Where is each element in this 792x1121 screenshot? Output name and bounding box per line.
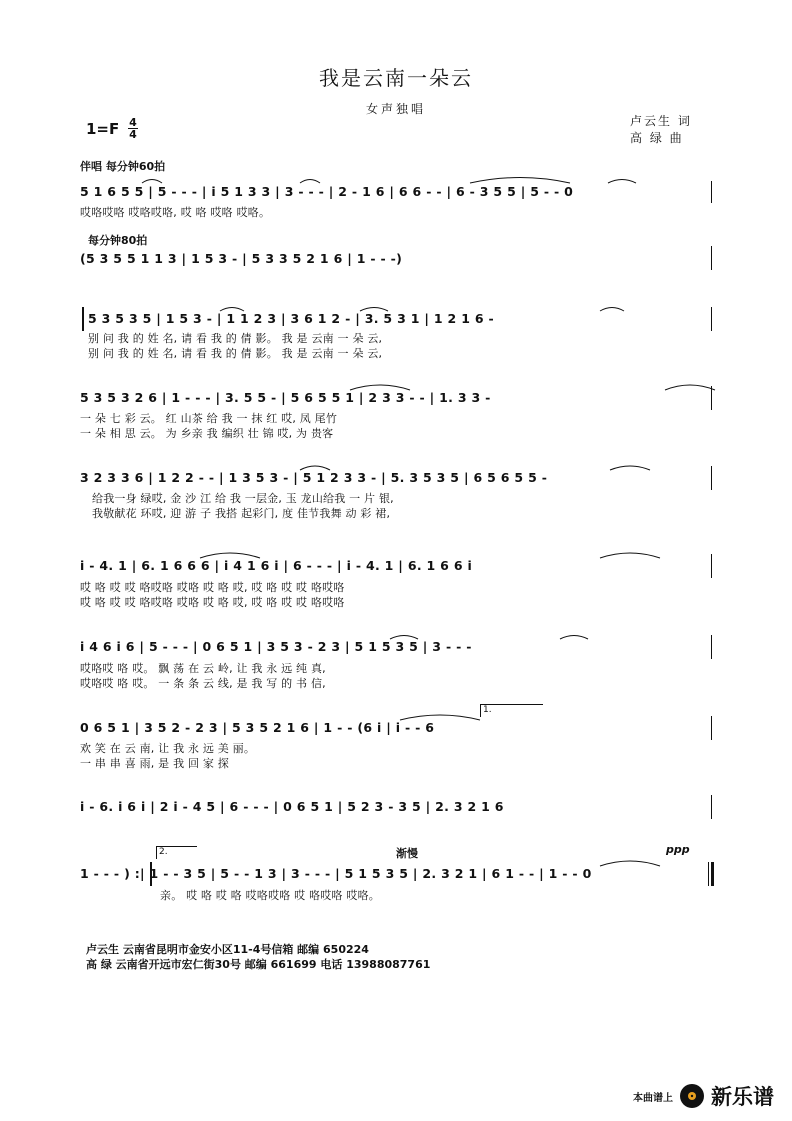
lyrics-line-5a: 给我一身 绿哎, 金 沙 江 给 我 一层金, 玉 龙山给我 一 片 银, — [92, 492, 394, 505]
notation-line-2: (5 3 5 5 1 1 3 | 1 5 3 - | 5 3 3 5 2 1 6 | 1 - - -) — [80, 251, 403, 266]
notation-line-3: 5 3 5 3 5 | 1 5 3 - | 1 1 2 3 | 3 6 1 2 - | 3. 5 3 1 | 1 2 1 6 - — [88, 311, 494, 326]
song-subtitle: 女声独唱 — [365, 102, 426, 116]
notation-line-9: i - 6. i 6 i | 2 i - 4 5 | 6 - - - | 0 6 5 1 | 5 2 3 - 3 5 | 2. 3 2 1 6 — [80, 799, 504, 814]
notation-line-8: 0 6 5 1 | 3 5 2 - 2 3 | 5 3 5 2 1 6 | 1 - - (6 i | i - - 6 — [80, 720, 435, 735]
lyrics-line-7b: 哎咯哎 咯 哎。 一 条 条 云 线, 是 我 写 的 书 信, — [80, 677, 326, 690]
ritardando-marking: 渐慢 — [396, 847, 418, 860]
lyrics-line-5b: 我敬献花 环哎, 迎 游 子 我搭 起彩门, 度 佳节我舞 动 彩 裙, — [92, 507, 391, 520]
key-signature: 1=F — [86, 120, 120, 138]
meter-top: 4 — [129, 116, 137, 129]
lyrics-line-8b: 一 串 串 喜 雨, 是 我 回 家 探 — [80, 757, 229, 770]
notation-line-6: i - 4. 1 | 6. 1 6 6 6 | i 4 1 6 i | 6 - - - | i - 4. 1 | 6. 1 6 6 i — [80, 558, 473, 573]
volta-1-label: 1. — [483, 705, 492, 715]
lyrics-line-3b: 别 问 我 的 姓 名, 请 看 我 的 倩 影。 我 是 云南 一 朵 云, — [88, 347, 383, 360]
brand-caption: 本曲谱上 — [633, 1092, 673, 1104]
notation-line-1: 5 1 6 5 5 | 5 - - - | i 5 1 3 3 | 3 - - - | 2 - 1 6 | 6 6 - - | 6 - 3 5 5 | 5 - - 0 — [80, 184, 574, 199]
notation-line-10: 1 - - - ) :| 1 - - 3 5 | 5 - - 1 3 | 3 - - - | 5 1 5 3 5 | 2. 3 2 1 | 6 1 - - | 1 - - 0 — [80, 866, 592, 881]
lyricist: 卢云生 词 — [630, 114, 692, 128]
footer-address-lyricist: 卢云生 云南省昆明市金安小区11-4号信箱 邮编 650224 — [86, 943, 369, 956]
lyrics-line-8a: 欢 笑 在 云 南, 让 我 永 远 美 丽。 — [80, 742, 256, 755]
composer: 高 绿 曲 — [630, 131, 684, 145]
notation-line-7: i 4 6 i 6 | 5 - - - | 0 6 5 1 | 3 5 3 - 2 3 | 5 1 5 3 5 | 3 - - - — [80, 639, 472, 654]
lyrics-line-6b: 哎 咯 哎 哎 咯哎咯 哎咯 哎 咯 哎, 哎 咯 哎 哎 咯哎咯 — [80, 596, 345, 609]
dynamic-ppp: ppp — [666, 843, 690, 856]
lyrics-line-10: 亲。 哎 咯 哎 咯 哎咯哎咯 哎 咯哎咯 哎咯。 — [160, 889, 380, 902]
lyrics-line-6a: 哎 咯 哎 哎 咯哎咯 哎咯 哎 咯 哎, 哎 咯 哎 哎 咯哎咯 — [80, 581, 345, 594]
tempo-marking-80: 每分钟80拍 — [88, 234, 148, 247]
lyrics-line-4b: 一 朵 相 思 云。 为 乡亲 我 编织 壮 锦 哎, 为 贵客 — [80, 427, 334, 440]
footer-address-composer: 高 绿 云南省开远市宏仁街30号 邮编 661699 电话 13988087761 — [86, 958, 431, 971]
song-title: 我是云南一朵云 — [319, 66, 473, 90]
notation-line-4: 5 3 5 3 2 6 | 1 - - - | 3. 5 5 - | 5 6 5 5 1 | 2 3 3 - - | 1. 3 3 - — [80, 390, 491, 405]
brand-logo-text: 新乐谱 — [711, 1085, 774, 1109]
lyrics-line-1: 哎咯哎咯 哎咯哎咯, 哎 咯 哎咯 哎咯。 — [80, 206, 271, 219]
notation-line-5: 3 2 3 3 6 | 1 2 2 - - | 1 3 5 3 - | 5 1 2 3 3 - | 5. 3 5 3 5 | 6 5 6 5 5 - — [80, 470, 548, 485]
lyrics-line-3a: 别 问 我 的 姓 名, 请 看 我 的 倩 影。 我 是 云南 一 朵 云, — [88, 332, 383, 345]
tempo-marking-60: 伴唱 每分钟60拍 — [80, 160, 166, 173]
lyrics-line-4a: 一 朵 七 彩 云。 红 山茶 给 我 一 抹 红 哎, 凤 尾竹 — [80, 412, 338, 425]
volta-2-label: 2. — [159, 847, 168, 857]
lyrics-line-7a: 哎咯哎 咯 哎。 飘 荡 在 云 岭, 让 我 永 远 纯 真, — [80, 662, 326, 675]
meter-bottom: 4 — [129, 128, 137, 141]
